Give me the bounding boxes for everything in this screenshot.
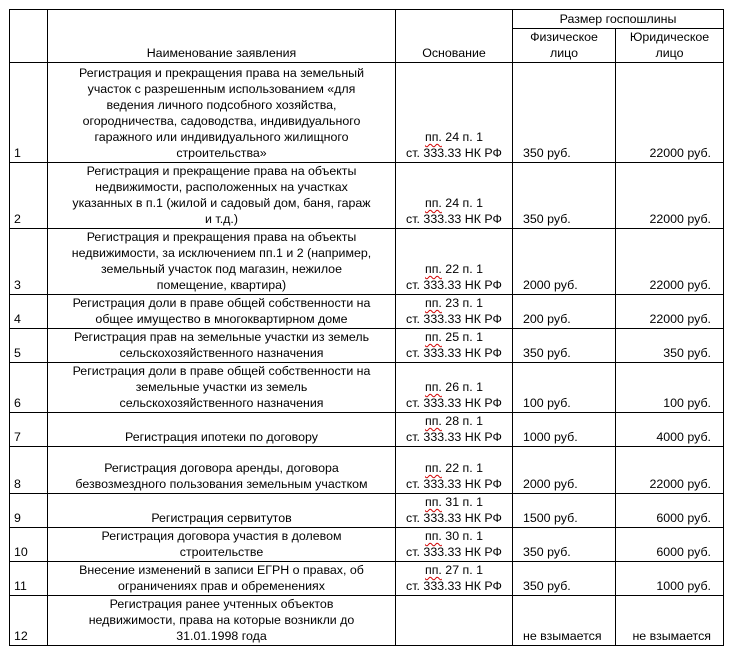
header-phys: Физическое лицо <box>513 29 616 63</box>
fee-legal-entity: 350 руб. <box>616 329 724 363</box>
header-name: Наименование заявления <box>48 10 396 63</box>
legal-basis <box>396 447 513 494</box>
application-name: Регистрация и прекращение права на объекты недвижимости, расположенных на участках указанных в п.1 (жилой и садовый дом, баня, гараж и т.д.) <box>48 163 396 229</box>
legal-basis <box>396 329 513 363</box>
fee-individual: 350 руб. <box>513 562 616 596</box>
table-row <box>10 528 724 562</box>
header-basis: Основание <box>396 10 513 63</box>
basis-line1: 24 п. 1 <box>441 130 484 144</box>
header-fee-group: Размер госпошлины <box>513 10 724 29</box>
table-row <box>10 596 724 646</box>
row-number: 5 <box>10 329 48 363</box>
fee-individual: не взымается <box>513 596 616 646</box>
fee-individual: 2000 руб. <box>513 447 616 494</box>
table-row <box>10 63 724 163</box>
legal-basis <box>396 562 513 596</box>
row-number: 11 <box>10 562 48 596</box>
row-number: 2 <box>10 163 48 229</box>
row-number: 3 <box>10 229 48 295</box>
header-jur: Юридическое лицо <box>616 29 724 63</box>
legal-basis <box>396 596 513 646</box>
row-number: 1 <box>10 63 48 163</box>
basis-pp: пп. <box>424 414 442 428</box>
fee-legal-entity: 1000 руб. <box>616 562 724 596</box>
row-number: 6 <box>10 363 48 413</box>
fee-individual: 350 руб. <box>513 528 616 562</box>
legal-basis <box>396 494 513 528</box>
basis-line2: ст. 333.33 НК РФ <box>406 396 502 410</box>
legal-basis <box>396 63 513 163</box>
basis-line1: 28 п. 1 <box>441 414 484 428</box>
basis-line1: 31 п. 1 <box>441 495 484 509</box>
fee-legal-entity: не взымается <box>616 596 724 646</box>
basis-line1: 24 п. 1 <box>441 196 484 210</box>
fee-individual: 200 руб. <box>513 295 616 329</box>
table-row <box>10 163 724 229</box>
basis-pp: пп. <box>424 529 442 543</box>
basis-line1: 22 п. 1 <box>441 262 484 276</box>
basis-line1: 27 п. 1 <box>441 563 484 577</box>
application-name: Регистрация доли в праве общей собственности на общее имущество в многоквартирном доме <box>48 295 396 329</box>
basis-pp: пп. <box>424 461 442 475</box>
basis-pp: пп. <box>424 196 442 210</box>
fee-individual: 350 руб. <box>513 329 616 363</box>
table-row <box>10 329 724 363</box>
fee-legal-entity: 22000 руб. <box>616 163 724 229</box>
fee-legal-entity: 22000 руб. <box>616 295 724 329</box>
fee-individual: 100 руб. <box>513 363 616 413</box>
state-fee-table <box>9 9 724 646</box>
basis-pp: пп. <box>424 495 442 509</box>
basis-pp: пп. <box>424 380 442 394</box>
basis-line1: 23 п. 1 <box>441 296 484 310</box>
row-number: 4 <box>10 295 48 329</box>
basis-line2: ст. 333.33 НК РФ <box>406 477 502 491</box>
table-row <box>10 447 724 494</box>
header-row-1 <box>10 10 724 29</box>
application-name: Регистрация и прекращения права на земельный участок с разрешенным использованием «для ведения личного подсобного хозяйства, огородничества, садоводства, индивидуального гаражного или индивидуального жилищного строительства» <box>48 63 396 163</box>
row-number: 8 <box>10 447 48 494</box>
fee-legal-entity: 22000 руб. <box>616 447 724 494</box>
basis-line1: 25 п. 1 <box>441 330 484 344</box>
application-name: Внесение изменений в записи ЕГРН о правах, об ограничениях прав и обременениях <box>48 562 396 596</box>
basis-line2: ст. 333.33 НК РФ <box>406 146 502 160</box>
application-name: Регистрация сервитутов <box>48 494 396 528</box>
basis-pp: пп. <box>424 330 442 344</box>
fee-individual: 1500 руб. <box>513 494 616 528</box>
basis-line2: ст. 333.33 НК РФ <box>406 430 502 444</box>
basis-pp: пп. <box>424 262 442 276</box>
basis-line2: ст. 333.33 НК РФ <box>406 346 502 360</box>
basis-line2: ст. 333.33 НК РФ <box>406 511 502 525</box>
table-row <box>10 363 724 413</box>
basis-line1: 30 п. 1 <box>441 529 484 543</box>
application-name: Регистрация прав на земельные участки из земель сельскохозяйственного назначения <box>48 329 396 363</box>
basis-line2: ст. 333.33 НК РФ <box>406 579 502 593</box>
fee-legal-entity: 4000 руб. <box>616 413 724 447</box>
fee-individual: 350 руб. <box>513 63 616 163</box>
legal-basis <box>396 363 513 413</box>
fee-individual: 350 руб. <box>513 163 616 229</box>
basis-line1: 22 п. 1 <box>441 461 484 475</box>
application-name: Регистрация доли в праве общей собственности на земельные участки из земель сельскохозяйственного назначения <box>48 363 396 413</box>
fee-individual: 2000 руб. <box>513 229 616 295</box>
fee-legal-entity: 22000 руб. <box>616 63 724 163</box>
table-row <box>10 413 724 447</box>
legal-basis <box>396 163 513 229</box>
basis-line2: ст. 333.33 НК РФ <box>406 212 502 226</box>
header-num-cell <box>10 10 48 63</box>
basis-pp: пп. <box>424 130 442 144</box>
basis-line2: ст. 333.33 НК РФ <box>406 312 502 326</box>
table-row <box>10 494 724 528</box>
legal-basis <box>396 295 513 329</box>
application-name: Регистрация ранее учтенных объектов недвижимости, права на которые возникли до 31.01.1998 года <box>48 596 396 646</box>
basis-line2: ст. 333.33 НК РФ <box>406 545 502 559</box>
table-row <box>10 295 724 329</box>
row-number: 9 <box>10 494 48 528</box>
application-name: Регистрация и прекращения права на объекты недвижимости, за исключением пп.1 и 2 (например, земельный участок под магазин, нежилое помещение, квартира) <box>48 229 396 295</box>
fee-legal-entity: 22000 руб. <box>616 229 724 295</box>
basis-pp: пп. <box>424 296 442 310</box>
fee-legal-entity: 6000 руб. <box>616 528 724 562</box>
legal-basis <box>396 413 513 447</box>
row-number: 10 <box>10 528 48 562</box>
fee-individual: 1000 руб. <box>513 413 616 447</box>
table-row <box>10 562 724 596</box>
basis-line2: ст. 333.33 НК РФ <box>406 278 502 292</box>
basis-pp: пп. <box>424 563 442 577</box>
application-name: Регистрация договора аренды, договора безвозмездного пользования земельным участком <box>48 447 396 494</box>
legal-basis <box>396 229 513 295</box>
row-number: 7 <box>10 413 48 447</box>
row-number: 12 <box>10 596 48 646</box>
legal-basis <box>396 528 513 562</box>
table-row <box>10 229 724 295</box>
application-name: Регистрация ипотеки по договору <box>48 413 396 447</box>
application-name: Регистрация договора участия в долевом строительстве <box>48 528 396 562</box>
basis-line1: 26 п. 1 <box>441 380 484 394</box>
fee-legal-entity: 6000 руб. <box>616 494 724 528</box>
fee-legal-entity: 100 руб. <box>616 363 724 413</box>
